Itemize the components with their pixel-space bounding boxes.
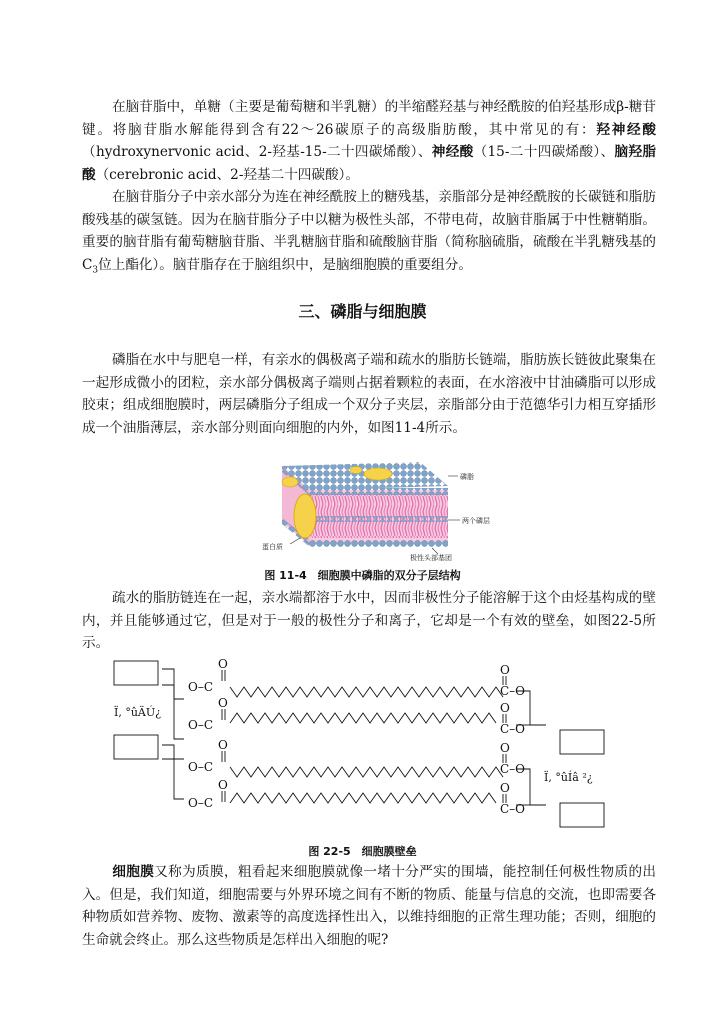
label-cell-inside: Ï, °ûÄÚ¿: [114, 706, 162, 719]
label-two-layers: 两个磷层: [462, 517, 490, 525]
oxygen-label: O: [500, 663, 510, 677]
paragraph-cerebroside-fatty-acids: [82, 96, 656, 186]
oxygen-label: O: [218, 696, 228, 710]
barrier-figure: [110, 655, 610, 833]
oxygen-label: O: [218, 738, 228, 752]
term-hydroxynervonic: 羟神经酸: [596, 121, 657, 138]
oxygen-label: O: [500, 741, 510, 755]
term-nervonic: 神经酸: [431, 144, 474, 161]
paragraph-barrier: [82, 587, 656, 655]
ester-right: C–O: [500, 802, 526, 816]
text-run: 位上酯化）。脑苷脂存在于脑组织中，是脑细胞膜的重要组分。: [98, 256, 472, 273]
text-run: 疏水的脂肪链连在一起，亲水端都溶于水中，因而非极性分子能溶解于这个由烃基构成的壁内，并且能够通过它，但是对于一般的极性分子和离子，它却是一个有效的壁垒，如图22-5所示。: [82, 590, 656, 652]
oxygen-label: O: [218, 657, 228, 671]
paragraph-cell-membrane: [82, 861, 656, 951]
ester-left: O–C: [188, 796, 214, 810]
paragraph-cerebroside-structure: [82, 186, 656, 276]
text-run: 在脑苷脂分子中亲水部分为连在神经酰胺上的糖残基，亲脂部分是神经酰胺的长碳链和脂肪酸残基的碳氢链。因为在脑苷脂分子中以糖为极性头部，不带电荷，故脑苷脂属于中性糖鞘脂。重要的脑苷脂有葡萄糖脑苷脂、半乳糖脑苷脂和硫酸脑苷脂（简称脑硫脂，硫酸在半乳糖残基的C: [82, 189, 656, 273]
ester-right: C–O: [500, 722, 526, 736]
label-cell-outside: Ï, °ûÍâ ²¿: [544, 771, 593, 784]
figure-caption-11-4: 图 11-4 细胞膜中磷脂的双分子层结构: [264, 569, 461, 582]
text-run: 在脑苷脂中，单糖（主要是葡萄糖和半乳糖）的半缩醛羟基与神经酰胺的伯羟基形成β-糖苷键。将脑苷脂水解能得到含有22～26碳原子的高级脂肪酸，其中常见的有：: [82, 99, 656, 138]
text-run: 磷脂在水中与肥皂一样，有亲水的偶极离子端和疏水的脂肪长链端，脂肪族长链彼此聚集在一起形成微小的团粒，亲水部分偶极离子端则占据着颗粒的表面，在水溶液中甘油磷脂可以形成胶束；组成细胞膜时，两层磷脂分子组成一个双分子夹层，亲脂部分由于范德华引力相互穿插形成一个油脂薄层，亲水部分则面向细胞的内外，如图11-4所示。: [82, 352, 656, 436]
text-run: （15-二十四碳烯酸）、: [473, 144, 615, 161]
ester-left: O–C: [188, 760, 214, 774]
label-polar-head: 极性头部基团: [410, 554, 452, 562]
text-run: 又称为质膜，粗看起来细胞膜就像一堵十分严实的围墙，能控制任何极性物质的出入。但是，我们知道，细胞需要与外界环境之间有不断的物质、能量与信息的交流，也即需要各种物质如营养物、废物、激素等的高度选择性出入，以维持细胞的正常生理功能；否则，细胞的生命就会终止。那么这些物质是怎样出入细胞的呢?: [82, 864, 656, 948]
ester-left: O–C: [188, 680, 214, 694]
section-heading: 三、磷脂与细胞膜: [298, 302, 427, 321]
term-cell-membrane: 细胞膜: [112, 864, 155, 880]
term-cerebronic: 脑羟脂酸: [82, 144, 656, 183]
oxygen-label: O: [218, 778, 228, 792]
ester-left: O–C: [188, 718, 214, 732]
paragraph-phospholipid: [82, 349, 656, 439]
oxygen-label: O: [500, 701, 510, 715]
ester-right: C–O: [500, 684, 526, 698]
subscript: 3: [92, 265, 99, 276]
figure-caption-22-5: 图 22-5 细胞膜壁垒: [308, 845, 417, 858]
label-protein: 蛋白质: [262, 543, 283, 551]
text-run: （cerebronic acid、2-羟基二十四碳酸）。: [95, 166, 359, 183]
ester-right: C–O: [500, 762, 526, 776]
label-phospholipid: 磷脂: [460, 473, 474, 481]
oxygen-label: O: [500, 781, 510, 795]
bilayer-figure: [260, 456, 500, 564]
text-run: （hydroxynervonic acid、2-羟基-15-二十四碳烯酸）、: [82, 144, 432, 161]
